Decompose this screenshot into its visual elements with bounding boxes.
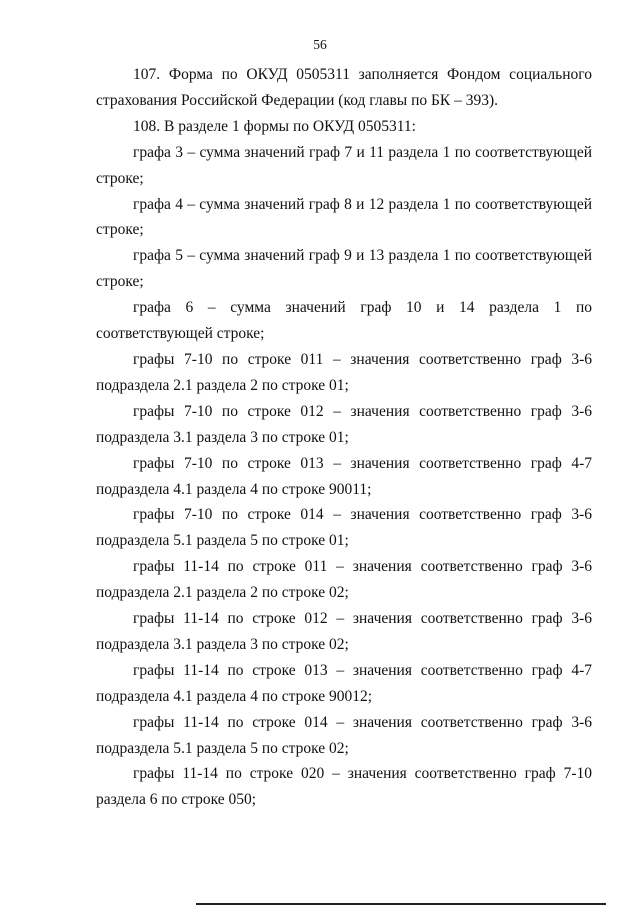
paragraph-columns-7-10-row-014: графы 7-10 по строке 014 – значения соответственно граф 3-6 подраздела 5.1 раздела 5 по строке 01; <box>96 506 592 550</box>
paragraph-columns-7-10-row-013: графы 7-10 по строке 013 – значения соответственно граф 4-7 подраздела 4.1 раздела 4 по строке 90011; <box>96 454 592 498</box>
paragraph-columns-11-14-row-012: графы 11-14 по строке 012 – значения соответственно граф 3-6 подраздела 3.1 раздела 3 по строке 02; <box>96 610 592 653</box>
paragraph-columns-11-14-row-013: графы 11-14 по строке 013 – значения соответственно граф 4-7 подраздела 4.1 раздела 4 по строке 90012; <box>96 661 592 705</box>
paragraph-column-4: графа 4 – сумма значений граф 8 и 12 раздела 1 по соответствующей строке; <box>96 195 592 239</box>
paragraph-columns-11-14-row-014: графы 11-14 по строке 014 – значения соответственно граф 3-6 подраздела 5.1 раздела 5 по строке 02; <box>96 713 592 757</box>
paragraph-columns-11-14-row-020: графы 11-14 по строке 020 – значения соответственно граф 7-10 раздела 6 по строке 050; <box>96 765 592 809</box>
paragraph-column-6: графа 6 – сумма значений граф 10 и 14 раздела 1 по соответствующей строке; <box>96 299 592 343</box>
paragraph-108-heading: 108. В разделе 1 формы по ОКУД 0505311: <box>133 117 416 135</box>
paragraph-columns-7-10-row-012: графы 7-10 по строке 012 – значения соответственно граф 3-6 подраздела 3.1 раздела 3 по строке 01; <box>96 402 592 446</box>
page-number: 56 <box>313 37 327 52</box>
paragraph-columns-7-10-row-011: графы 7-10 по строке 011 – значения соответственно граф 3-6 подраздела 2.1 раздела 2 по строке 01; <box>96 350 592 394</box>
paragraph-columns-11-14-row-011: графы 11-14 по строке 011 – значения соответственно граф 3-6 подраздела 2.1 раздела 2 по строке 02; <box>96 558 592 602</box>
paragraph-107: 107. Форма по ОКУД 0505311 заполняется Фондом социального страхования Российской Федерации (код главы по БК – 393). <box>96 66 592 109</box>
document-body <box>96 62 592 813</box>
paragraph-column-3: графа 3 – сумма значений граф 7 и 11 раздела 1 по соответствующей строке; <box>96 143 592 187</box>
paragraph-column-5: графа 5 – сумма значений граф 9 и 13 раздела 1 по соответствующей строке; <box>96 247 592 291</box>
